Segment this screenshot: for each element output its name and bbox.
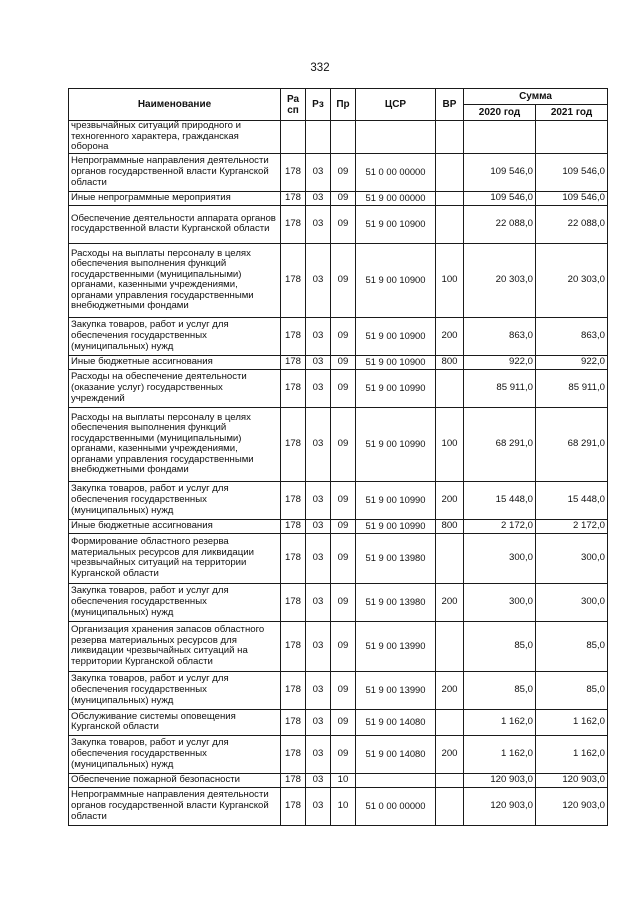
cell-rasp [281,121,306,154]
cell-sum-2020: 85 911,0 [464,369,536,407]
cell-vr: 100 [436,407,464,481]
cell-pr: 09 [331,369,356,407]
cell-sum-2021: 120 903,0 [536,773,608,787]
cell-pr: 09 [331,317,356,355]
cell-name: Непрограммные направления деятельности органов государственной власти Курганской области [69,787,281,825]
table-row [69,243,608,317]
cell-name: Организация хранения запасов областного резерва материальных ресурсов для ликвидации чрезвычайных ситуаций на территории Курганской области [69,621,281,671]
cell-vr [436,121,464,154]
cell-sum-2020 [464,121,536,154]
cell-sum-2020: 2 172,0 [464,519,536,533]
cell-rz: 03 [306,735,331,773]
cell-sum-2021: 109 546,0 [536,191,608,205]
cell-rz: 03 [306,355,331,369]
cell-sum-2020: 300,0 [464,533,536,583]
cell-csr: 51 9 00 10900 [356,355,436,369]
cell-pr: 09 [331,533,356,583]
cell-rasp: 178 [281,735,306,773]
table-row [69,407,608,481]
cell-vr: 800 [436,519,464,533]
cell-sum-2020: 22 088,0 [464,205,536,243]
cell-rasp: 178 [281,583,306,621]
cell-vr: 800 [436,355,464,369]
cell-sum-2021: 85 911,0 [536,369,608,407]
cell-sum-2021: 120 903,0 [536,787,608,825]
cell-rasp: 178 [281,621,306,671]
cell-rasp: 178 [281,709,306,735]
cell-name: Закупка товаров, работ и услуг для обеспечения государственных (муниципальных) нужд [69,583,281,621]
cell-name: Закупка товаров, работ и услуг для обеспечения государственных (муниципальных) нужд [69,735,281,773]
cell-csr: 51 9 00 10900 [356,243,436,317]
table-row [69,773,608,787]
cell-rz: 03 [306,709,331,735]
table-row [69,735,608,773]
table-row [69,709,608,735]
cell-name: Обслуживание системы оповещения Курганской области [69,709,281,735]
cell-sum-2020: 120 903,0 [464,773,536,787]
header-sum: Сумма [464,89,608,105]
cell-rasp: 178 [281,773,306,787]
cell-rz: 03 [306,621,331,671]
cell-vr [436,205,464,243]
cell-sum-2021: 22 088,0 [536,205,608,243]
cell-csr: 51 0 00 00000 [356,153,436,191]
cell-name: Иные бюджетные ассигнования [69,355,281,369]
table-row [69,583,608,621]
cell-rasp: 178 [281,519,306,533]
cell-rz: 03 [306,773,331,787]
header-row [69,89,608,105]
cell-name: Закупка товаров, работ и услуг для обеспечения государственных (муниципальных) нужд [69,671,281,709]
cell-rz: 03 [306,671,331,709]
cell-csr: 51 9 00 10990 [356,369,436,407]
cell-vr: 200 [436,481,464,519]
cell-sum-2020: 85,0 [464,671,536,709]
cell-pr: 09 [331,407,356,481]
cell-sum-2021: 300,0 [536,533,608,583]
cell-sum-2021: 20 303,0 [536,243,608,317]
cell-rz: 03 [306,153,331,191]
cell-name: Расходы на обеспечение деятельности (оказание услуг) государственных учреждений [69,369,281,407]
cell-sum-2021 [536,121,608,154]
cell-sum-2020: 120 903,0 [464,787,536,825]
cell-csr [356,121,436,154]
cell-rz: 03 [306,317,331,355]
cell-name: Формирование областного резерва материальных ресурсов для ликвидации чрезвычайных ситуаций на территории Курганской области [69,533,281,583]
cell-rz: 03 [306,205,331,243]
header-2021: 2021 год [536,105,608,121]
cell-pr: 09 [331,355,356,369]
cell-sum-2020: 20 303,0 [464,243,536,317]
cell-sum-2020: 1 162,0 [464,735,536,773]
cell-rz: 03 [306,407,331,481]
cell-rz: 03 [306,191,331,205]
cell-sum-2021: 922,0 [536,355,608,369]
cell-name: чрезвычайных ситуаций природного и техногенного характера, гражданская оборона [69,121,281,154]
cell-sum-2020: 68 291,0 [464,407,536,481]
cell-csr: 51 0 00 00000 [356,787,436,825]
table-row [69,153,608,191]
cell-csr: 51 9 00 13980 [356,533,436,583]
header-csr: ЦСР [356,89,436,121]
cell-pr: 09 [331,621,356,671]
cell-pr: 09 [331,671,356,709]
cell-sum-2021: 85,0 [536,671,608,709]
cell-csr: 51 9 00 13980 [356,583,436,621]
cell-rz: 03 [306,533,331,583]
cell-rasp: 178 [281,355,306,369]
header-vr: ВР [436,89,464,121]
cell-vr: 200 [436,671,464,709]
header-pr: Пр [331,89,356,121]
cell-rasp: 178 [281,671,306,709]
cell-rz: 03 [306,519,331,533]
cell-rasp: 178 [281,533,306,583]
table-row [69,355,608,369]
cell-sum-2020: 1 162,0 [464,709,536,735]
cell-vr: 200 [436,735,464,773]
cell-sum-2020: 109 546,0 [464,153,536,191]
table-row [69,533,608,583]
cell-name: Обеспечение пожарной безопасности [69,773,281,787]
cell-rz: 03 [306,243,331,317]
cell-rasp: 178 [281,369,306,407]
cell-name: Расходы на выплаты персоналу в целях обеспечения выполнения функций государственными (муниципальными) органами, казенными учреждениями, органами управления государственными внебюджетными фондами [69,243,281,317]
cell-rz [306,121,331,154]
cell-name: Обеспечение деятельности аппарата органов государственной власти Курганской области [69,205,281,243]
cell-vr: 100 [436,243,464,317]
cell-csr: 51 9 00 10990 [356,407,436,481]
cell-rasp: 178 [281,243,306,317]
cell-name: Расходы на выплаты персоналу в целях обеспечения выполнения функций государственными (муниципальными) органами, казенными учреждениями, органами управления государственными внебюджетными фондами [69,407,281,481]
cell-vr [436,533,464,583]
cell-rasp: 178 [281,191,306,205]
cell-rasp: 178 [281,317,306,355]
cell-pr: 09 [331,735,356,773]
header-rz: Рз [306,89,331,121]
cell-csr [356,773,436,787]
cell-name: Закупка товаров, работ и услуг для обеспечения государственных (муниципальных) нужд [69,481,281,519]
cell-name: Непрограммные направления деятельности органов государственной власти Курганской области [69,153,281,191]
cell-csr: 51 9 00 10900 [356,205,436,243]
budget-table [68,88,608,826]
table-row [69,481,608,519]
cell-rasp: 178 [281,787,306,825]
cell-pr: 09 [331,519,356,533]
cell-sum-2020: 85,0 [464,621,536,671]
cell-vr: 200 [436,583,464,621]
cell-csr: 51 9 00 00000 [356,191,436,205]
cell-pr: 09 [331,243,356,317]
cell-sum-2020: 109 546,0 [464,191,536,205]
cell-vr [436,191,464,205]
cell-vr: 200 [436,317,464,355]
page-number: 332 [310,62,330,74]
table-row [69,317,608,355]
cell-csr: 51 9 00 14080 [356,735,436,773]
cell-sum-2020: 922,0 [464,355,536,369]
cell-rasp: 178 [281,153,306,191]
cell-sum-2021: 300,0 [536,583,608,621]
cell-rasp: 178 [281,481,306,519]
cell-sum-2021: 15 448,0 [536,481,608,519]
cell-csr: 51 9 00 14080 [356,709,436,735]
cell-pr: 09 [331,583,356,621]
table-row [69,121,608,154]
cell-csr: 51 9 00 13990 [356,621,436,671]
cell-pr: 09 [331,153,356,191]
header-2020: 2020 год [464,105,536,121]
table-row [69,519,608,533]
cell-pr: 09 [331,709,356,735]
cell-csr: 51 9 00 13990 [356,671,436,709]
cell-vr [436,621,464,671]
cell-pr: 09 [331,481,356,519]
cell-rz: 03 [306,583,331,621]
cell-sum-2020: 300,0 [464,583,536,621]
cell-sum-2021: 109 546,0 [536,153,608,191]
cell-pr: 10 [331,787,356,825]
cell-name: Иные непрограммные мероприятия [69,191,281,205]
cell-rz: 03 [306,481,331,519]
cell-vr [436,787,464,825]
table-row [69,787,608,825]
cell-vr [436,709,464,735]
table-row [69,205,608,243]
table-body [69,121,608,826]
cell-sum-2021: 2 172,0 [536,519,608,533]
cell-pr: 09 [331,205,356,243]
cell-rz: 03 [306,369,331,407]
cell-sum-2021: 1 162,0 [536,709,608,735]
table-row [69,621,608,671]
cell-pr [331,121,356,154]
cell-csr: 51 9 00 10900 [356,317,436,355]
cell-sum-2021: 1 162,0 [536,735,608,773]
cell-sum-2021: 863,0 [536,317,608,355]
cell-pr: 10 [331,773,356,787]
cell-csr: 51 9 00 10990 [356,519,436,533]
cell-vr [436,773,464,787]
cell-sum-2021: 68 291,0 [536,407,608,481]
cell-pr: 09 [331,191,356,205]
cell-rz: 03 [306,787,331,825]
cell-name: Закупка товаров, работ и услуг для обеспечения государственных (муниципальных) нужд [69,317,281,355]
table-row [69,191,608,205]
header-name: Наименование [69,89,281,121]
cell-csr: 51 9 00 10990 [356,481,436,519]
cell-vr [436,153,464,191]
cell-sum-2020: 863,0 [464,317,536,355]
cell-sum-2021: 85,0 [536,621,608,671]
table-row [69,369,608,407]
cell-rasp: 178 [281,407,306,481]
header-rasp: Ра сп [281,89,306,121]
cell-name: Иные бюджетные ассигнования [69,519,281,533]
table-row [69,671,608,709]
cell-vr [436,369,464,407]
cell-rasp: 178 [281,205,306,243]
cell-sum-2020: 15 448,0 [464,481,536,519]
